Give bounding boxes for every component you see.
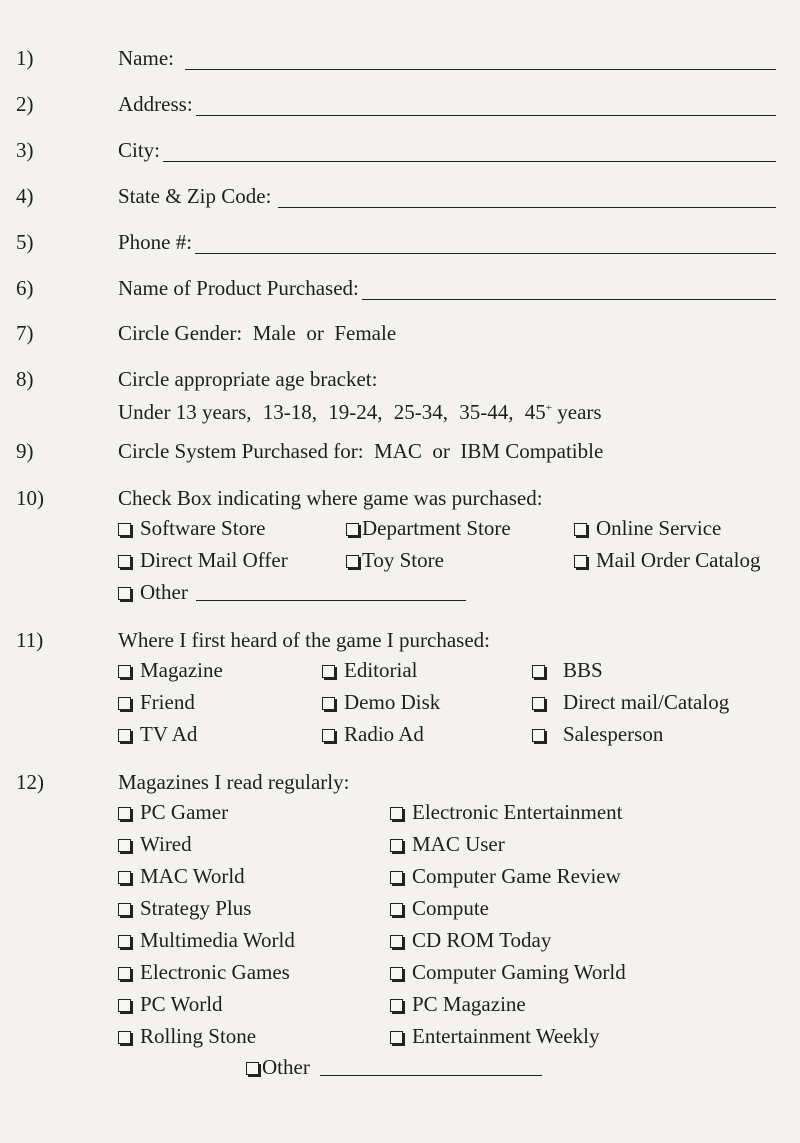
question-number: 10) xyxy=(16,486,44,510)
phone-field[interactable] xyxy=(118,230,776,254)
option-label: PC Magazine xyxy=(412,992,526,1016)
question-number: 7) xyxy=(16,321,34,345)
product-input-line[interactable] xyxy=(362,282,776,300)
option-other[interactable] xyxy=(118,580,466,604)
question-number: 1) xyxy=(16,46,34,70)
city-input-line[interactable] xyxy=(163,144,776,162)
question-number: 9) xyxy=(16,439,34,463)
option-software-store[interactable] xyxy=(118,516,265,540)
option-label: Compute xyxy=(412,896,489,920)
checkbox[interactable] xyxy=(118,807,131,820)
checkbox[interactable] xyxy=(390,967,403,980)
option-label: Direct Mail Offer xyxy=(140,548,288,572)
age-option[interactable]: Under 13 years, xyxy=(118,400,252,424)
question-number: 8) xyxy=(16,367,34,391)
option-label: Friend xyxy=(140,690,195,714)
option-label: Software Store xyxy=(140,516,266,540)
checkbox[interactable] xyxy=(346,555,359,568)
option-direct-mail-offer[interactable] xyxy=(118,548,288,572)
option-label: Entertainment Weekly xyxy=(412,1024,600,1048)
option-label: Computer Gaming World xyxy=(412,960,626,984)
checkbox[interactable] xyxy=(390,903,403,916)
checkbox[interactable] xyxy=(532,665,545,678)
product-field[interactable] xyxy=(118,276,776,300)
checkbox[interactable] xyxy=(390,807,403,820)
option-mac-world[interactable] xyxy=(118,864,245,888)
option-label: Editorial xyxy=(344,658,418,682)
option-label: PC Gamer xyxy=(140,800,229,824)
city-field[interactable] xyxy=(118,138,776,162)
phone-input-line[interactable] xyxy=(195,236,776,254)
name-input-line[interactable] xyxy=(185,52,776,70)
option-department-store[interactable] xyxy=(346,516,511,540)
checkbox[interactable] xyxy=(118,523,131,536)
option-mac-user[interactable] xyxy=(390,832,505,856)
age-option[interactable]: 13-18, xyxy=(262,400,318,424)
state-zip-input-line[interactable] xyxy=(278,190,776,208)
option-label: Other xyxy=(262,1055,310,1079)
option-pc-gamer[interactable] xyxy=(118,800,228,824)
purchase-location-text: Check Box indicating where game was purchased: xyxy=(118,486,543,510)
checkbox[interactable] xyxy=(532,697,545,710)
checkbox[interactable] xyxy=(532,729,545,742)
checkbox[interactable] xyxy=(118,729,131,742)
option-bbs[interactable] xyxy=(532,658,603,682)
checkbox[interactable] xyxy=(118,903,131,916)
option-label: Toy Store xyxy=(362,548,444,572)
checkbox[interactable] xyxy=(322,729,335,742)
option-label: PC World xyxy=(140,992,223,1016)
option-friend[interactable] xyxy=(118,690,195,714)
option-label: MAC User xyxy=(412,832,505,856)
option-label: MAC World xyxy=(140,864,245,888)
option-wired[interactable] xyxy=(118,832,192,856)
option-label: Computer Game Review xyxy=(412,864,621,888)
option-online-service[interactable] xyxy=(574,516,721,540)
option-label: Other xyxy=(140,580,188,604)
question-number: 3) xyxy=(16,138,34,162)
option-other-magazine[interactable] xyxy=(246,1055,542,1079)
checkbox[interactable] xyxy=(322,665,335,678)
option-mail-order-catalog[interactable] xyxy=(574,548,760,572)
product-label: Name of Product Purchased: xyxy=(118,276,359,300)
option-direct-mail-catalog[interactable] xyxy=(532,690,729,714)
option-label: Rolling Stone xyxy=(140,1024,257,1048)
age-option[interactable]: 35-44, xyxy=(459,400,514,424)
option-tv-ad[interactable] xyxy=(118,722,197,746)
option-label: Multimedia World xyxy=(140,928,295,952)
option-salesperson[interactable] xyxy=(532,722,663,746)
age-option-45-plus[interactable] xyxy=(525,400,602,424)
checkbox[interactable] xyxy=(574,523,587,536)
option-multimedia-world[interactable] xyxy=(118,928,295,952)
address-input-line[interactable] xyxy=(196,98,776,116)
question-number: 5) xyxy=(16,230,34,254)
state-zip-label: State & Zip Code: xyxy=(118,184,272,208)
checkbox[interactable] xyxy=(118,697,131,710)
option-toy-store[interactable] xyxy=(346,548,444,572)
checkbox[interactable] xyxy=(118,839,131,852)
option-strategy-plus[interactable] xyxy=(118,896,251,920)
option-label: TV Ad xyxy=(140,722,198,746)
checkbox[interactable] xyxy=(118,967,131,980)
checkbox[interactable] xyxy=(390,839,403,852)
other-magazine-input-line[interactable] xyxy=(320,1058,542,1076)
checkbox[interactable] xyxy=(118,871,131,884)
checkbox[interactable] xyxy=(246,1062,259,1075)
other-input-line[interactable] xyxy=(196,583,466,601)
option-label: Mail Order Catalog xyxy=(596,548,761,572)
option-pc-world[interactable] xyxy=(118,992,223,1016)
option-label: Salesperson xyxy=(563,722,664,746)
address-label: Address: xyxy=(118,92,193,116)
age-text: Circle appropriate age bracket: xyxy=(118,367,378,391)
state-zip-field[interactable] xyxy=(118,184,776,208)
question-number: 4) xyxy=(16,184,34,208)
magazines-text: Magazines I read regularly: xyxy=(118,770,350,794)
gender-text[interactable]: Circle Gender: Male or Female xyxy=(118,321,397,345)
checkbox[interactable] xyxy=(118,1031,131,1044)
name-label: Name: xyxy=(118,46,174,70)
option-computer-game-review[interactable] xyxy=(390,864,621,888)
city-label: City: xyxy=(118,138,161,162)
option-electronic-entertainment[interactable] xyxy=(390,800,623,824)
option-label: Direct mail/Catalog xyxy=(563,690,730,714)
option-pc-magazine[interactable] xyxy=(390,992,526,1016)
checkbox[interactable] xyxy=(322,697,335,710)
option-label: Online Service xyxy=(596,516,722,540)
option-computer-gaming-world[interactable] xyxy=(390,960,626,984)
option-magazine[interactable] xyxy=(118,658,223,682)
name-field[interactable] xyxy=(118,46,776,70)
checkbox[interactable] xyxy=(118,665,131,678)
option-label: CD ROM Today xyxy=(412,928,552,952)
age-45-number: 45 xyxy=(524,400,546,424)
age-years-suffix: years xyxy=(552,400,602,424)
first-heard-text: Where I first heard of the game I purchased: xyxy=(118,628,490,652)
checkbox[interactable] xyxy=(390,871,403,884)
option-compute[interactable] xyxy=(390,896,489,920)
phone-label: Phone #: xyxy=(118,230,193,254)
address-field[interactable] xyxy=(118,92,776,116)
age-option[interactable]: 19-24, xyxy=(328,400,383,424)
option-label: Demo Disk xyxy=(344,690,441,714)
checkbox[interactable] xyxy=(118,555,131,568)
option-label: Magazine xyxy=(140,658,223,682)
option-cd-rom-today[interactable] xyxy=(390,928,551,952)
age-option[interactable]: 25-34, xyxy=(393,400,449,424)
option-demo-disk[interactable] xyxy=(322,690,440,714)
option-label: BBS xyxy=(563,658,603,682)
option-label: Electronic Entertainment xyxy=(412,800,623,824)
option-label: Electronic Games xyxy=(140,960,290,984)
checkbox[interactable] xyxy=(118,999,131,1012)
question-number: 2) xyxy=(16,92,34,116)
option-entertainment-weekly[interactable] xyxy=(390,1024,599,1048)
option-electronic-games[interactable] xyxy=(118,960,290,984)
age-plus-sign: + xyxy=(545,402,553,414)
option-label: Strategy Plus xyxy=(140,896,252,920)
age-options xyxy=(118,396,602,424)
option-editorial[interactable] xyxy=(322,658,417,682)
checkbox[interactable] xyxy=(118,587,131,600)
checkbox[interactable] xyxy=(118,935,131,948)
checkbox[interactable] xyxy=(390,1031,403,1044)
checkbox[interactable] xyxy=(390,999,403,1012)
option-radio-ad[interactable] xyxy=(322,722,424,746)
option-rolling-stone[interactable] xyxy=(118,1024,256,1048)
checkbox[interactable] xyxy=(346,523,359,536)
checkbox[interactable] xyxy=(574,555,587,568)
option-label: Wired xyxy=(140,832,192,856)
system-text[interactable]: Circle System Purchased for: MAC or IBM Compatible xyxy=(118,439,604,463)
question-number: 12) xyxy=(16,770,44,794)
question-number: 11) xyxy=(16,628,44,652)
question-number: 6) xyxy=(16,276,34,300)
option-label: Department Store xyxy=(362,516,511,540)
option-label: Radio Ad xyxy=(344,722,424,746)
checkbox[interactable] xyxy=(390,935,403,948)
